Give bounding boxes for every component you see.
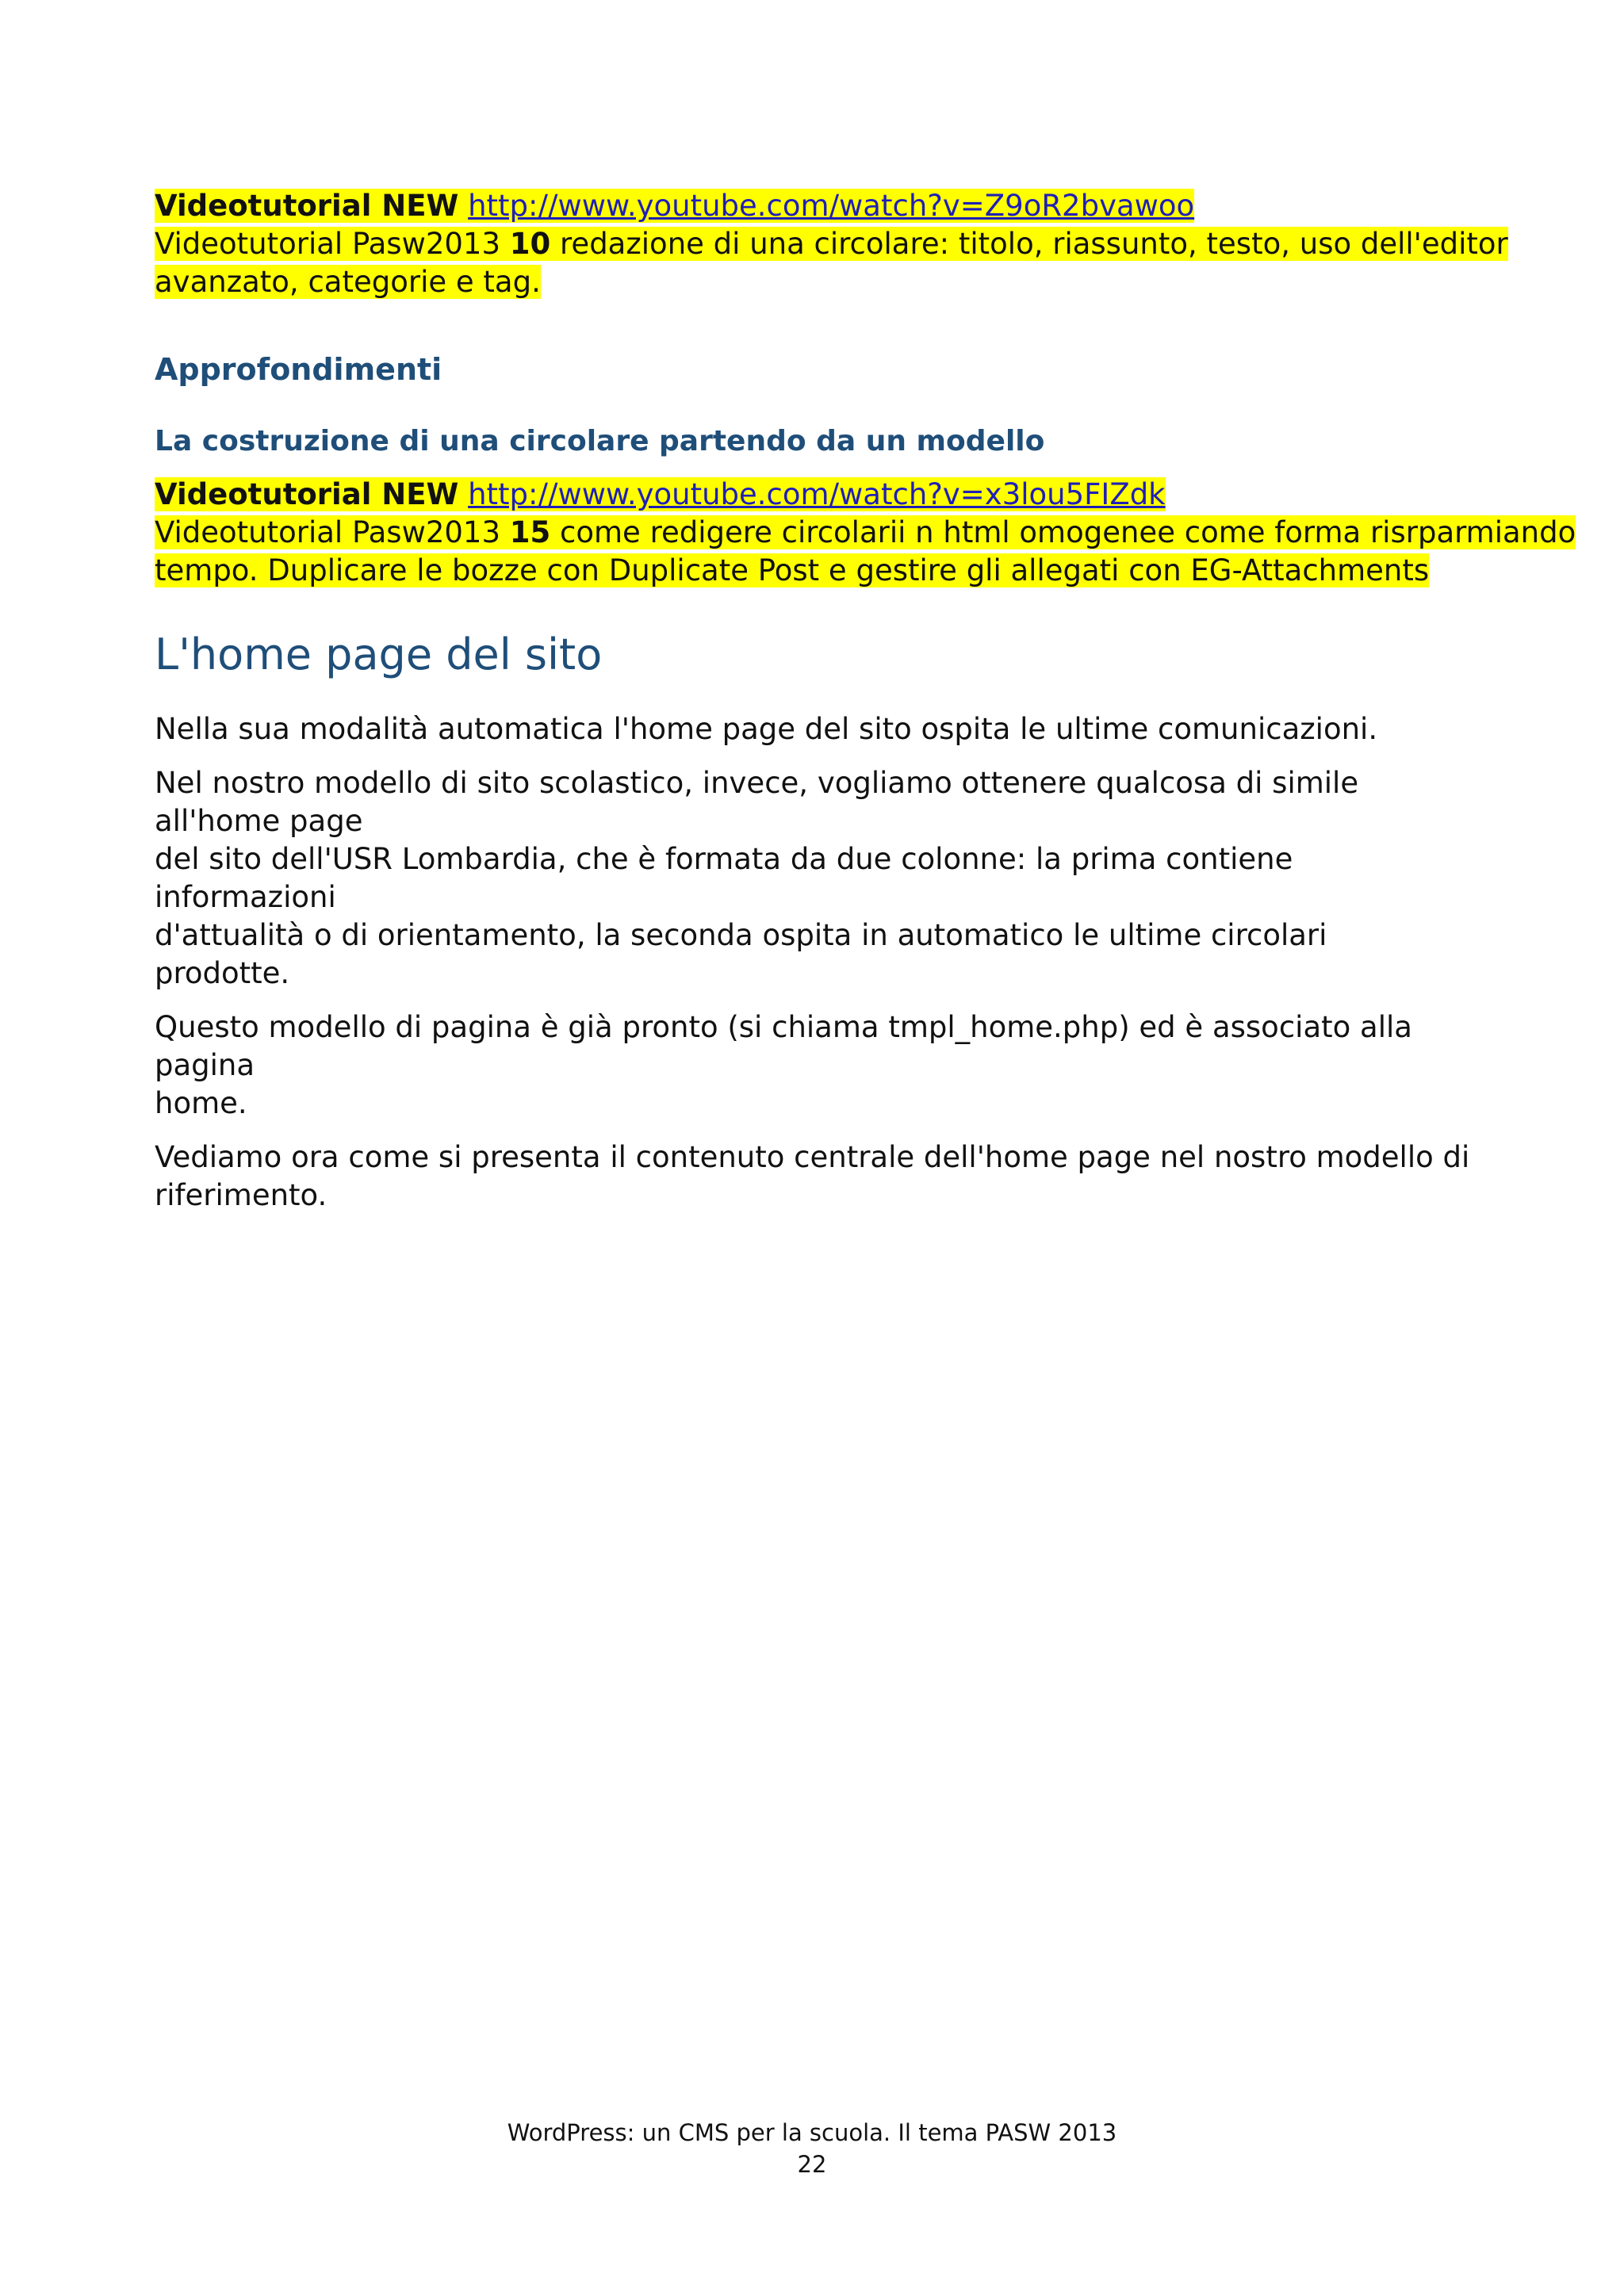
videotutorial-label: Videotutorial NEW <box>155 189 459 223</box>
page-footer <box>0 2117 1624 2180</box>
youtube-link[interactable]: http://www.youtube.com/watch?v=Z9oR2bvawoo <box>468 189 1195 223</box>
videotutorial-line <box>155 187 1471 225</box>
videotutorial-description-line-2: avanzato, categorie e tag. <box>155 265 541 299</box>
home-page-heading: L'home page del sito <box>155 629 603 679</box>
paragraph-3: Questo modello di pagina è già pronto (si chiama tmpl_home.php) ed è associato alla pagina home. <box>155 1010 1412 1120</box>
approfondimenti-heading: Approfondimenti <box>155 352 442 387</box>
videotutorial-line <box>155 476 1471 514</box>
videotutorial-block-10 <box>155 187 1508 301</box>
videotutorial-description-line-2: tempo. Duplicare le bozze con Duplicate Post e gestire gli allegati con EG-Attachments <box>155 553 1430 587</box>
page-number: 22 <box>797 2151 827 2178</box>
footer-title: WordPress: un CMS per la scuola. Il tema PASW 2013 <box>507 2119 1117 2146</box>
videotutorial-label: Videotutorial NEW <box>155 477 459 511</box>
tutorial-number: 15 <box>509 515 551 549</box>
videotutorial-description-line-1: Videotutorial Pasw2013 10 redazione di una circolare: titolo, riassunto, testo, uso dell'editor <box>155 227 1508 261</box>
paragraph-1: Nella sua modalità automatica l'home page del sito ospita le ultime comunicazioni. <box>155 712 1378 746</box>
videotutorial-block-15 <box>155 476 1576 590</box>
paragraph-4: Vediamo ora come si presenta il contenuto centrale dell'home page nel nostro modello di riferimento. <box>155 1140 1470 1212</box>
tutorial-number: 10 <box>509 227 551 261</box>
videotutorial-description-line-1: Videotutorial Pasw2013 15 come redigere circolarii n html omogenee come forma risrparmiando <box>155 515 1576 549</box>
youtube-link[interactable]: http://www.youtube.com/watch?v=x3lou5FIZdk <box>468 477 1166 511</box>
circolare-modello-subheading: La costruzione di una circolare partendo da un modello <box>155 425 1045 457</box>
page-content <box>155 187 1576 1215</box>
paragraph-2: Nel nostro modello di sito scolastico, invece, vogliamo ottenere qualcosa di simile all'home page del sito dell'USR Lombardia, che è formata da due colonne: la prima contiene informazioni d'attualità o di orientamento, la seconda ospita in automatico le ultime circolari prodotte. <box>155 766 1359 990</box>
